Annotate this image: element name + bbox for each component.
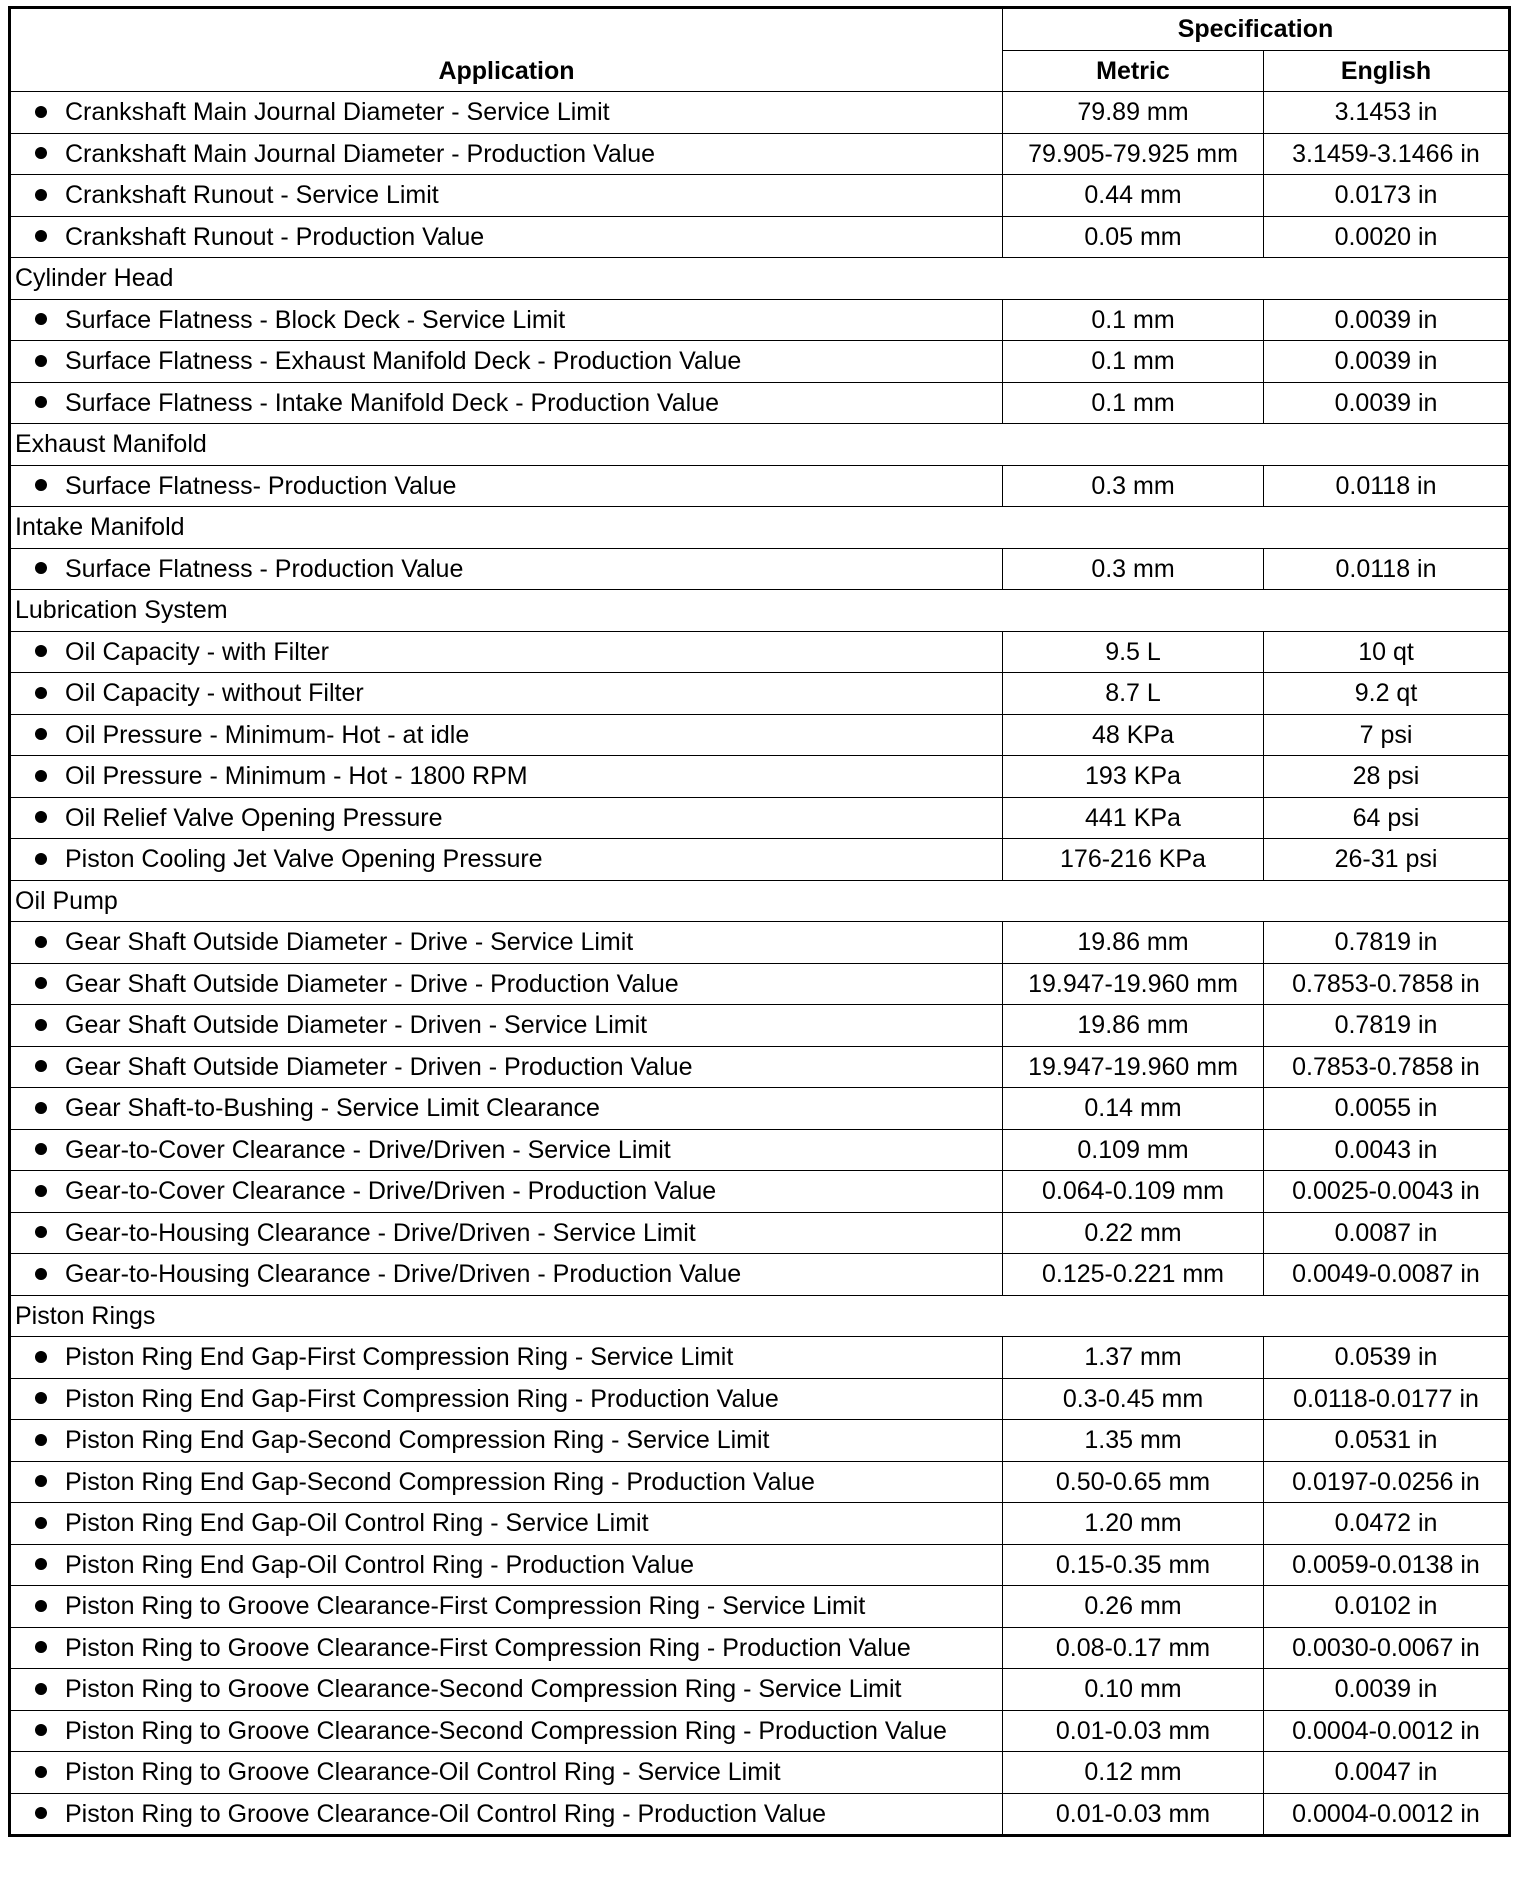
metric-value: 0.3-0.45 mm: [1003, 1378, 1264, 1420]
english-value: 0.0173 in: [1264, 175, 1510, 217]
application-text: Piston Ring to Groove Clearance-Oil Control Ring - Production Value: [65, 1799, 827, 1828]
table-row: [10, 1752, 1510, 1794]
table-row: [10, 631, 1510, 673]
application-text: Gear Shaft Outside Diameter - Driven - Production Value: [65, 1052, 693, 1081]
english-value: 0.0030-0.0067 in: [1264, 1627, 1510, 1669]
application-cell: [10, 714, 1003, 756]
table-row: [10, 382, 1510, 424]
english-value: 3.1453 in: [1264, 92, 1510, 134]
application-cell: [10, 548, 1003, 590]
english-value: 0.0039 in: [1264, 299, 1510, 341]
application-text: Surface Flatness - Exhaust Manifold Deck - Production Value: [65, 347, 742, 376]
application-text: Gear-to-Cover Clearance - Drive/Driven - Service Limit: [65, 1135, 671, 1164]
application-column-header: Application: [10, 8, 1003, 92]
english-value: 0.0004-0.0012 in: [1264, 1710, 1510, 1752]
table-row: [10, 756, 1510, 798]
metric-value: 8.7 L: [1003, 673, 1264, 715]
application-cell: [10, 1129, 1003, 1171]
application-text: Gear-to-Housing Clearance - Drive/Driven - Service Limit: [65, 1218, 696, 1247]
english-value: 0.0197-0.0256 in: [1264, 1461, 1510, 1503]
bullet-icon: [35, 1517, 47, 1529]
application-cell: [10, 1669, 1003, 1711]
application-cell: [10, 839, 1003, 881]
application-text: Oil Pressure - Minimum- Hot - at idle: [65, 720, 470, 749]
bullet-icon: [35, 1392, 47, 1404]
table-row: [10, 1544, 1510, 1586]
table-row: [10, 1171, 1510, 1213]
application-text: Gear Shaft-to-Bushing - Service Limit Clearance: [65, 1094, 600, 1123]
metric-value: 9.5 L: [1003, 631, 1264, 673]
english-value: 0.7819 in: [1264, 922, 1510, 964]
application-text: Piston Ring End Gap-First Compression Ring - Service Limit: [65, 1343, 734, 1372]
table-row: [10, 839, 1510, 881]
bullet-icon: [35, 230, 47, 242]
bullet-icon: [35, 1766, 47, 1778]
table-row: [10, 1710, 1510, 1752]
bullet-icon: [35, 1807, 47, 1819]
table-row: [10, 1046, 1510, 1088]
section-row: [10, 258, 1510, 300]
application-cell: [10, 673, 1003, 715]
application-cell: [10, 1461, 1003, 1503]
bullet-icon: [35, 1102, 47, 1114]
metric-value: 0.01-0.03 mm: [1003, 1793, 1264, 1836]
metric-value: 0.22 mm: [1003, 1212, 1264, 1254]
english-value: 0.0087 in: [1264, 1212, 1510, 1254]
bullet-icon: [35, 313, 47, 325]
application-cell: [10, 1337, 1003, 1379]
metric-value: 0.44 mm: [1003, 175, 1264, 217]
english-value: 0.0039 in: [1264, 1669, 1510, 1711]
english-value: 28 psi: [1264, 756, 1510, 798]
metric-value: 0.064-0.109 mm: [1003, 1171, 1264, 1213]
metric-value: 0.12 mm: [1003, 1752, 1264, 1794]
english-value: 0.0102 in: [1264, 1586, 1510, 1628]
bullet-icon: [35, 562, 47, 574]
application-text: Gear Shaft Outside Diameter - Driven - Service Limit: [65, 1011, 648, 1040]
section-row: [10, 424, 1510, 466]
table-row: [10, 299, 1510, 341]
metric-value: 79.905-79.925 mm: [1003, 133, 1264, 175]
application-cell: [10, 133, 1003, 175]
table-row: [10, 922, 1510, 964]
table-row: [10, 1129, 1510, 1171]
specification-column-header: Specification: [1003, 8, 1510, 51]
bullet-icon: [35, 1226, 47, 1238]
metric-value: 19.86 mm: [1003, 1005, 1264, 1047]
table-row: [10, 673, 1510, 715]
english-value: 0.0472 in: [1264, 1503, 1510, 1545]
bullet-icon: [35, 147, 47, 159]
section-label: Oil Pump: [10, 880, 1510, 922]
bullet-icon: [35, 770, 47, 782]
metric-value: 0.14 mm: [1003, 1088, 1264, 1130]
metric-value: 0.01-0.03 mm: [1003, 1710, 1264, 1752]
english-value: 26-31 psi: [1264, 839, 1510, 881]
bullet-icon: [35, 1351, 47, 1363]
table-row: [10, 1793, 1510, 1836]
bullet-icon: [35, 106, 47, 118]
metric-value: 1.37 mm: [1003, 1337, 1264, 1379]
bullet-icon: [35, 1268, 47, 1280]
table-row: [10, 465, 1510, 507]
section-label: Lubrication System: [10, 590, 1510, 632]
english-value: 0.7853-0.7858 in: [1264, 963, 1510, 1005]
application-text: Piston Ring to Groove Clearance-First Compression Ring - Service Limit: [65, 1592, 866, 1621]
application-text: Gear Shaft Outside Diameter - Drive - Service Limit: [65, 928, 634, 957]
english-value: 0.0039 in: [1264, 341, 1510, 383]
english-value: 0.0531 in: [1264, 1420, 1510, 1462]
table-row: [10, 1420, 1510, 1462]
bullet-icon: [35, 1641, 47, 1653]
table-row: [10, 133, 1510, 175]
metric-column-header: Metric: [1003, 50, 1264, 92]
application-text: Surface Flatness - Block Deck - Service Limit: [65, 305, 566, 334]
metric-value: 0.1 mm: [1003, 341, 1264, 383]
metric-value: 193 KPa: [1003, 756, 1264, 798]
application-text: Piston Ring to Groove Clearance-Oil Control Ring - Service Limit: [65, 1758, 781, 1787]
table-row: [10, 341, 1510, 383]
application-cell: [10, 1793, 1003, 1836]
metric-value: 176-216 KPa: [1003, 839, 1264, 881]
section-label: Intake Manifold: [10, 507, 1510, 549]
english-value: 0.0539 in: [1264, 1337, 1510, 1379]
application-cell: [10, 963, 1003, 1005]
table-row: [10, 1337, 1510, 1379]
table-row: [10, 1627, 1510, 1669]
table-row: [10, 1254, 1510, 1296]
metric-value: 1.35 mm: [1003, 1420, 1264, 1462]
section-row: [10, 590, 1510, 632]
table-row: [10, 1088, 1510, 1130]
english-value: 0.0043 in: [1264, 1129, 1510, 1171]
application-cell: [10, 1378, 1003, 1420]
application-text: Oil Relief Valve Opening Pressure: [65, 803, 443, 832]
metric-value: 0.1 mm: [1003, 299, 1264, 341]
metric-value: 19.947-19.960 mm: [1003, 1046, 1264, 1088]
application-cell: [10, 92, 1003, 134]
metric-value: 1.20 mm: [1003, 1503, 1264, 1545]
metric-value: 0.3 mm: [1003, 465, 1264, 507]
bullet-icon: [35, 1434, 47, 1446]
metric-value: 0.50-0.65 mm: [1003, 1461, 1264, 1503]
table-row: [10, 216, 1510, 258]
metric-value: 0.08-0.17 mm: [1003, 1627, 1264, 1669]
application-cell: [10, 1005, 1003, 1047]
specification-table: [8, 6, 1511, 1837]
application-text: Crankshaft Main Journal Diameter - Service Limit: [65, 98, 610, 127]
metric-value: 0.05 mm: [1003, 216, 1264, 258]
application-cell: [10, 1503, 1003, 1545]
table-row: [10, 963, 1510, 1005]
metric-value: 0.1 mm: [1003, 382, 1264, 424]
application-text: Crankshaft Runout - Production Value: [65, 222, 485, 251]
application-text: Surface Flatness- Production Value: [65, 471, 457, 500]
table-row: [10, 175, 1510, 217]
english-value: 0.0118 in: [1264, 465, 1510, 507]
english-value: 0.0118-0.0177 in: [1264, 1378, 1510, 1420]
section-label: Cylinder Head: [10, 258, 1510, 300]
application-cell: [10, 1212, 1003, 1254]
bullet-icon: [35, 1143, 47, 1155]
application-text: Piston Ring End Gap-Oil Control Ring - Service Limit: [65, 1509, 649, 1538]
table-row: [10, 1461, 1510, 1503]
english-value: 7 psi: [1264, 714, 1510, 756]
application-cell: [10, 1171, 1003, 1213]
application-cell: [10, 1046, 1003, 1088]
bullet-icon: [35, 977, 47, 989]
table-row: [10, 797, 1510, 839]
table-header: [10, 8, 1510, 92]
section-label: Exhaust Manifold: [10, 424, 1510, 466]
bullet-icon: [35, 1724, 47, 1736]
metric-value: 19.947-19.960 mm: [1003, 963, 1264, 1005]
application-text: Oil Capacity - with Filter: [65, 637, 329, 666]
table-row: [10, 1378, 1510, 1420]
application-text: Oil Capacity - without Filter: [65, 679, 364, 708]
english-column-header: English: [1264, 50, 1510, 92]
table-row: [10, 1503, 1510, 1545]
english-value: 0.0049-0.0087 in: [1264, 1254, 1510, 1296]
bullet-icon: [35, 1060, 47, 1072]
application-text: Piston Cooling Jet Valve Opening Pressure: [65, 845, 543, 874]
application-cell: [10, 1088, 1003, 1130]
bullet-icon: [35, 853, 47, 865]
application-cell: [10, 175, 1003, 217]
application-cell: [10, 797, 1003, 839]
english-value: 0.0059-0.0138 in: [1264, 1544, 1510, 1586]
table-row: [10, 1586, 1510, 1628]
bullet-icon: [35, 1475, 47, 1487]
english-value: 0.7819 in: [1264, 1005, 1510, 1047]
table-row: [10, 714, 1510, 756]
application-cell: [10, 1420, 1003, 1462]
english-value: 0.0055 in: [1264, 1088, 1510, 1130]
metric-value: 0.10 mm: [1003, 1669, 1264, 1711]
english-value: 0.0039 in: [1264, 382, 1510, 424]
metric-value: 19.86 mm: [1003, 922, 1264, 964]
bullet-icon: [35, 936, 47, 948]
metric-value: 0.15-0.35 mm: [1003, 1544, 1264, 1586]
application-text: Piston Ring End Gap-Second Compression Ring - Production Value: [65, 1467, 815, 1496]
metric-value: 441 KPa: [1003, 797, 1264, 839]
application-cell: [10, 756, 1003, 798]
application-text: Crankshaft Main Journal Diameter - Production Value: [65, 139, 656, 168]
application-cell: [10, 341, 1003, 383]
application-cell: [10, 299, 1003, 341]
application-cell: [10, 465, 1003, 507]
application-text: Piston Ring End Gap-Oil Control Ring - Production Value: [65, 1550, 695, 1579]
metric-value: 0.3 mm: [1003, 548, 1264, 590]
application-text: Gear Shaft Outside Diameter - Drive - Production Value: [65, 969, 679, 998]
table-row: [10, 1005, 1510, 1047]
section-label: Piston Rings: [10, 1295, 1510, 1337]
english-value: 3.1459-3.1466 in: [1264, 133, 1510, 175]
application-text: Crankshaft Runout - Service Limit: [65, 181, 439, 210]
header-row-top: [10, 8, 1510, 51]
bullet-icon: [35, 1019, 47, 1031]
application-cell: [10, 1627, 1003, 1669]
application-cell: [10, 1710, 1003, 1752]
bullet-icon: [35, 479, 47, 491]
application-cell: [10, 1544, 1003, 1586]
table-row: [10, 548, 1510, 590]
bullet-icon: [35, 396, 47, 408]
bullet-icon: [35, 355, 47, 367]
metric-value: 48 KPa: [1003, 714, 1264, 756]
application-cell: [10, 922, 1003, 964]
english-value: 0.0025-0.0043 in: [1264, 1171, 1510, 1213]
application-cell: [10, 216, 1003, 258]
english-value: 0.0004-0.0012 in: [1264, 1793, 1510, 1836]
english-value: 0.0020 in: [1264, 216, 1510, 258]
application-cell: [10, 1254, 1003, 1296]
english-value: 64 psi: [1264, 797, 1510, 839]
table-row: [10, 1669, 1510, 1711]
bullet-icon: [35, 687, 47, 699]
application-text: Piston Ring to Groove Clearance-First Compression Ring - Production Value: [65, 1633, 911, 1662]
section-row: [10, 880, 1510, 922]
table-row: [10, 1212, 1510, 1254]
english-value: 0.0118 in: [1264, 548, 1510, 590]
metric-value: 0.26 mm: [1003, 1586, 1264, 1628]
application-text: Piston Ring End Gap-Second Compression Ring - Service Limit: [65, 1426, 770, 1455]
bullet-icon: [35, 728, 47, 740]
application-text: Surface Flatness - Intake Manifold Deck - Production Value: [65, 388, 720, 417]
application-text: Gear-to-Housing Clearance - Drive/Driven - Production Value: [65, 1260, 742, 1289]
section-row: [10, 507, 1510, 549]
bullet-icon: [35, 1683, 47, 1695]
metric-value: 0.125-0.221 mm: [1003, 1254, 1264, 1296]
application-text: Gear-to-Cover Clearance - Drive/Driven - Production Value: [65, 1177, 717, 1206]
bullet-icon: [35, 1600, 47, 1612]
bullet-icon: [35, 811, 47, 823]
english-value: 0.7853-0.7858 in: [1264, 1046, 1510, 1088]
table-row: [10, 92, 1510, 134]
application-text: Oil Pressure - Minimum - Hot - 1800 RPM: [65, 762, 528, 791]
metric-value: 0.109 mm: [1003, 1129, 1264, 1171]
metric-value: 79.89 mm: [1003, 92, 1264, 134]
bullet-icon: [35, 1185, 47, 1197]
table-body: [10, 92, 1510, 1836]
english-value: 9.2 qt: [1264, 673, 1510, 715]
bullet-icon: [35, 189, 47, 201]
application-cell: [10, 1752, 1003, 1794]
application-text: Piston Ring to Groove Clearance-Second Compression Ring - Production Value: [65, 1716, 947, 1745]
application-text: Piston Ring to Groove Clearance-Second Compression Ring - Service Limit: [65, 1675, 902, 1704]
application-cell: [10, 1586, 1003, 1628]
application-text: Surface Flatness - Production Value: [65, 554, 464, 583]
application-cell: [10, 382, 1003, 424]
english-value: 0.0047 in: [1264, 1752, 1510, 1794]
application-text: Piston Ring End Gap-First Compression Ring - Production Value: [65, 1384, 779, 1413]
english-value: 10 qt: [1264, 631, 1510, 673]
bullet-icon: [35, 1558, 47, 1570]
bullet-icon: [35, 645, 47, 657]
section-row: [10, 1295, 1510, 1337]
application-cell: [10, 631, 1003, 673]
